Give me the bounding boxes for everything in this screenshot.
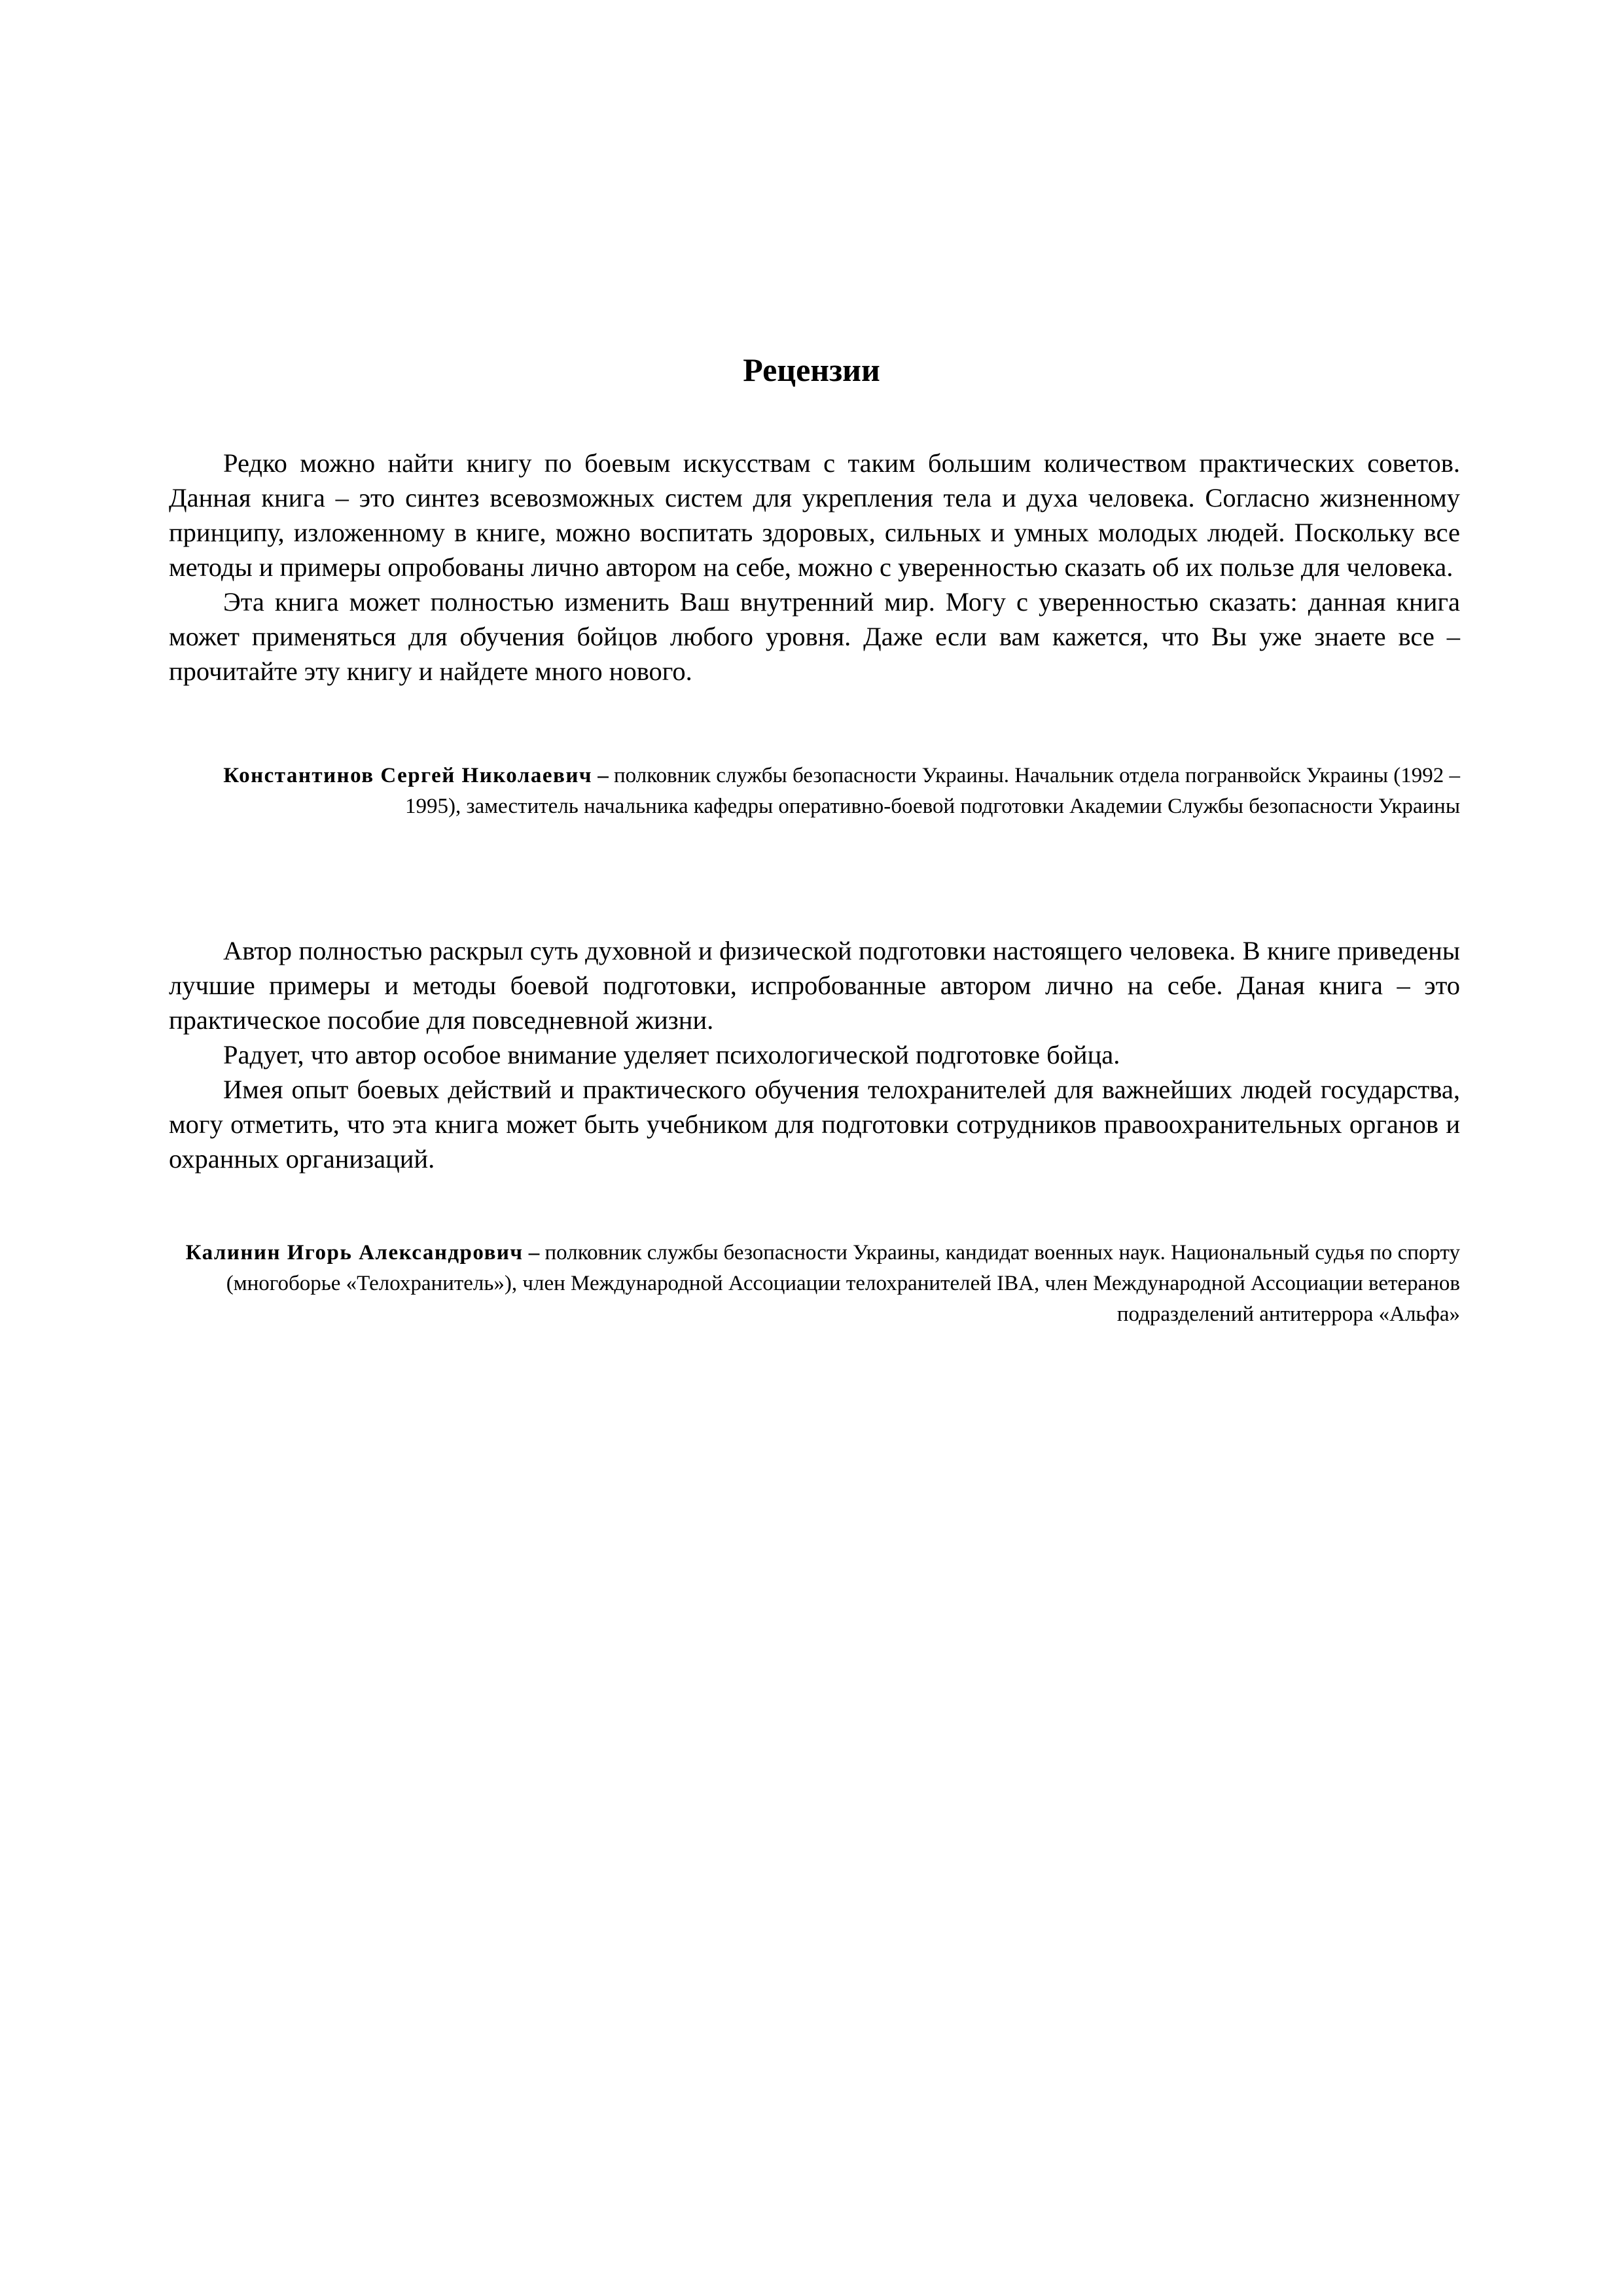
review-2-paragraph-3: Имея опыт боевых действий и практического обучения телохранителей для важнейших людей государства, могу отметить, что эта книга может быть учебником для подготовки сотрудников правоохранительных органов и охранных организаций.	[169, 1075, 1460, 1174]
review-1-signature	[169, 761, 1460, 822]
review-2-author-info: полковник службы безопасности Украины, кандидат военных наук. Национальный судья по спорту (многоборье «Телохранитель»), член Международной Ассоциации телохранителей IBA, член Международной Ассоциации ветеранов подразделений антитеррора «Альфа»	[226, 1241, 1460, 1326]
review-2-dash: –	[528, 1241, 540, 1265]
page-title: Рецензии	[743, 351, 880, 388]
review-1-dash: –	[597, 764, 609, 787]
review-1-author-info: полковник службы безопасности Украины. Начальник отдела погранвойск Украины (1992 – 1995), заместитель начальника кафедры оперативно-боевой подготовки Академии Службы безопасности Украины	[405, 764, 1460, 818]
review-1-paragraph-2: Эта книга может полностью изменить Ваш внутренний мир. Могу с уверенностью сказать: данная книга может применяться для обучения бойцов любого уровня. Даже если вам кажется, что Вы уже знаете все – прочитайте эту книгу и найдете много нового.	[169, 587, 1460, 686]
review-1-paragraph-1: Редко можно найти книгу по боевым искусствам с таким большим количеством практических советов. Данная книга – это синтез всевозможных систем для укрепления тела и духа человека. Согласно жизненному принципу, изложенному в книге, можно воспитать здоровых, сильных и умных молодых людей. Поскольку все методы и примеры опробованы лично автором на себе, можно с уверенностью сказать об их пользе для человека.	[169, 448, 1460, 582]
review-1-text	[169, 446, 1460, 689]
review-2-author-name: Калинин Игорь Александрович	[185, 1241, 524, 1265]
review-2-signature	[169, 1238, 1460, 1330]
review-1-author-name: Константинов Сергей Николаевич	[223, 764, 592, 787]
review-2-paragraph-2: Радует, что автор особое внимание уделяет психологической подготовке бойца.	[223, 1040, 1120, 1069]
review-2-paragraph-1: Автор полностью раскрыл суть духовной и физической подготовки настоящего человека. В книге приведены лучшие примеры и методы боевой подготовки, испробованные автором лично на себе. Даная книга – это практическое пособие для повседневной жизни.	[169, 936, 1460, 1035]
review-2-text	[169, 933, 1460, 1176]
